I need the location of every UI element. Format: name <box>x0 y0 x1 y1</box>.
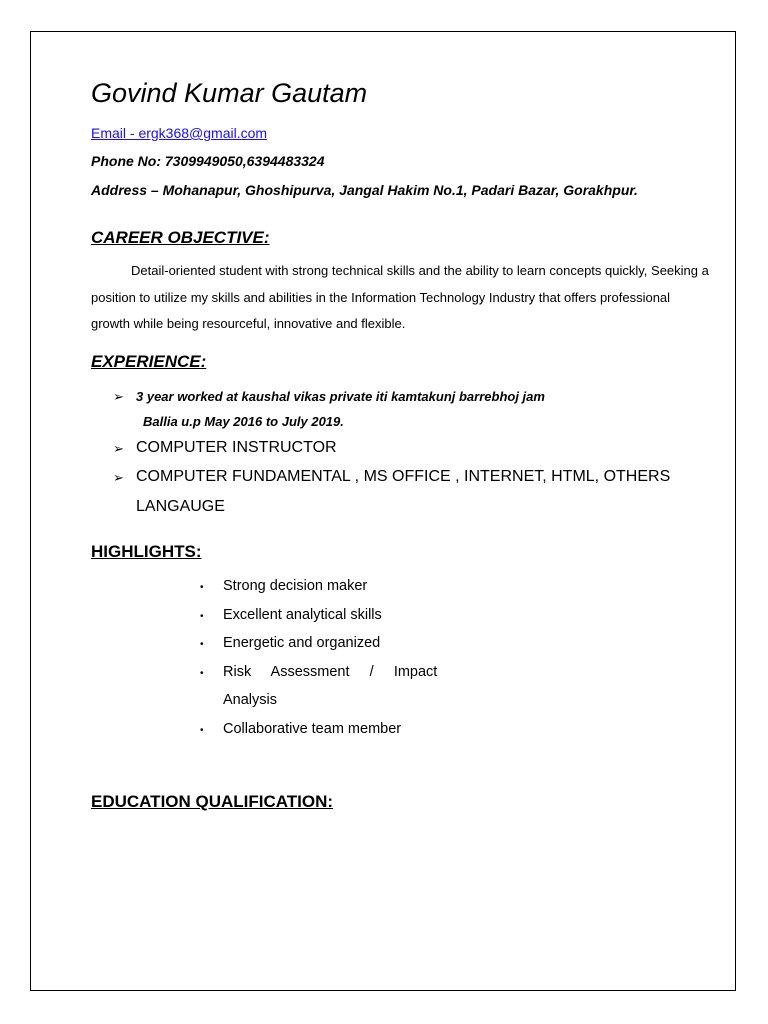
experience-item-3-line1: COMPUTER FUNDAMENTAL , MS OFFICE , INTERNET, HTML, OTHERS <box>136 468 671 485</box>
career-objective-text <box>91 258 711 338</box>
career-objective-heading: CAREER OBJECTIVE: <box>91 228 270 247</box>
bullet-dot-icon: • <box>200 611 204 622</box>
bullet-dot-icon: • <box>200 582 204 593</box>
bullet-dot-icon: • <box>200 668 204 679</box>
experience-item-3-line2: LANGAUGE <box>136 498 225 515</box>
email-link[interactable]: Email - ergk368@gmail.com <box>91 125 268 141</box>
candidate-name: Govind Kumar Gautam <box>91 78 368 108</box>
highlight-item-4-cont: Analysis <box>223 692 277 708</box>
arrow-bullet-icon: ➢ <box>113 470 124 485</box>
highlight-item-4: Risk Assessment / Impact <box>223 664 438 680</box>
bullet-dot-icon: • <box>200 725 204 736</box>
address: Address – Mohanapur, Ghoshipurva, Jangal Hakim No.1, Padari Bazar, Gorakhpur. <box>91 182 638 198</box>
highlight-item-2: Excellent analytical skills <box>223 607 382 623</box>
arrow-bullet-icon: ➢ <box>113 389 124 404</box>
experience-item-1-line1: 3 year worked at kaushal vikas private iti kamtakunj barrebhoj jam <box>136 389 545 404</box>
career-objective-body: Detail-oriented student with strong technical skills and the ability to learn concepts quickly, Seeking a position to utilize my skills and abilities in the Information Technology Industry that offers professional growth while being resourceful, innovative and flexible. <box>91 263 709 331</box>
bullet-dot-icon: • <box>200 639 204 650</box>
experience-heading: EXPERIENCE: <box>91 352 207 371</box>
highlights-heading: HIGHLIGHTS: <box>91 542 202 561</box>
resume-page <box>30 31 736 991</box>
highlight-item-3: Energetic and organized <box>223 635 381 651</box>
phone-number: Phone No: 7309949050,6394483324 <box>91 153 325 169</box>
highlight-item-5: Collaborative team member <box>223 721 402 737</box>
arrow-bullet-icon: ➢ <box>113 441 124 456</box>
highlight-item-1: Strong decision maker <box>223 578 368 594</box>
experience-item-1-line2: Ballia u.p May 2016 to July 2019. <box>143 414 344 429</box>
experience-item-2: COMPUTER INSTRUCTOR <box>136 439 337 456</box>
education-heading: EDUCATION QUALIFICATION: <box>91 792 334 811</box>
